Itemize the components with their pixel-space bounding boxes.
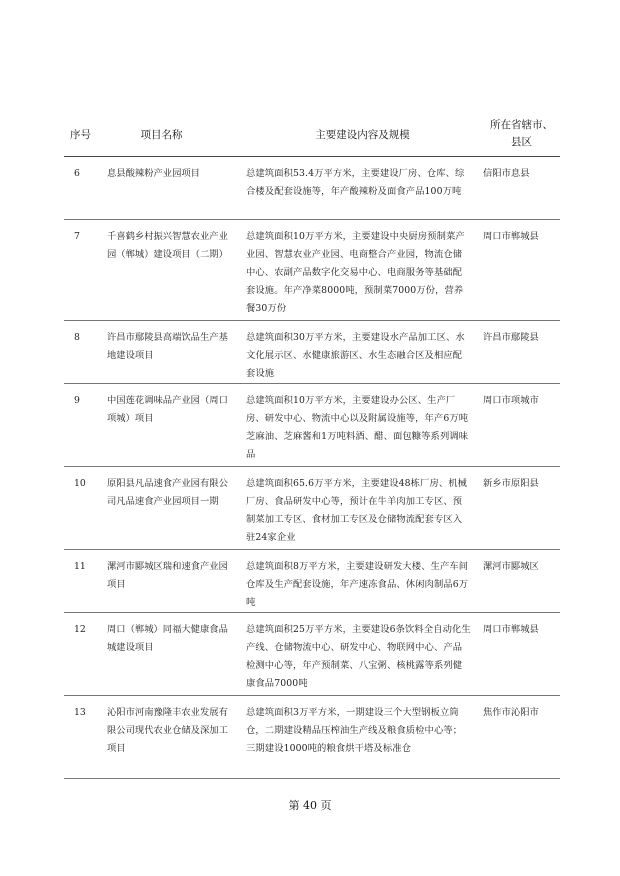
row-no: 9: [74, 395, 80, 406]
row-no: 8: [74, 332, 80, 343]
row-no: 11: [74, 561, 86, 572]
row-location: 周口市郸城县: [483, 231, 539, 242]
row-desc: 总建筑面积65.6万平方米，主要建设48栋厂房、机械厂房、食品研发中心等，预计在牛羊肉加工专区、预制菜加工专区、食材加工专区及仓储物流配套专区入驻24家企业: [246, 478, 468, 543]
row-desc: 总建筑面积10万平方米，主要建设办公区、生产厂房、研发中心、物流中心以及附属设施等，年产6万吨芝麻油、芝麻酱和1万吨料酒、醋、面包糠等系列调味品: [246, 395, 469, 460]
row-location: 漯河市郾城区: [483, 561, 539, 572]
project-table: [64, 112, 560, 779]
row-name: 漯河市郾城区瑞和速食产业园项目: [107, 561, 228, 590]
row-name: 原阳县凡品速食产业园有限公司凡品速食产业园项目一期: [107, 478, 228, 507]
row-desc: 总建筑面积25万平方米，主要建设6条饮料全自动化生产线、仓储物流中心、研发中心、物联网中心、产品检测中心等，年产预制菜、八宝粥、核桃露等系列健康食品7000吨: [246, 624, 471, 689]
table-row: [64, 467, 560, 550]
row-location: 信阳市息县: [483, 168, 530, 179]
row-name: 千喜鹤乡村振兴智慧农业产业园（郸城）建设项目（二期）: [107, 231, 228, 260]
row-name: 沁阳市河南豫隆丰农业发展有限公司现代农业仓储及深加工项目: [107, 707, 228, 754]
row-desc: 总建筑面积53.4万平方米，主要建设厂房、仓库、综合楼及配套设施等，年产酸辣粉及面食产品100万吨: [246, 168, 465, 197]
table-row: [64, 220, 560, 321]
row-no: 12: [74, 624, 86, 635]
row-location: 许昌市鄢陵县: [483, 332, 539, 343]
row-location: 周口市郸城县: [483, 624, 539, 635]
row-desc: 总建筑面积10万平方米，主要建设中央厨房预制菜产业园、智慧农业产业园、电商整合产业园，物流仓储中心、农副产品数字化交易中心、电商服务等基础配套设施。年产净菜8000吨，预制菜7000万份，营养餐30万份: [246, 231, 465, 314]
table-row: [64, 321, 560, 384]
table-header-row: [64, 112, 560, 157]
page-number: 第 40 页: [288, 799, 332, 812]
header-location: [479, 112, 560, 157]
header-location-line1: 所在省辖市、: [490, 119, 553, 131]
row-no: 7: [74, 231, 80, 242]
row-desc: 总建筑面积30万平方米，主要建设水产品加工区、水文化展示区、水健康旅游区、水生态融合区及相应配套设施: [246, 332, 465, 379]
row-name: 中国莲花调味品产业园（周口项城）项目: [107, 395, 228, 424]
row-name: 周口（郸城）同福大健康食品城建设项目: [107, 624, 228, 653]
row-location: 焦作市沁阳市: [483, 707, 539, 718]
table-row: [64, 696, 560, 779]
row-desc: 总建筑面积8万平方米，主要建设研发大楼、生产车间仓库及生产配套设施，年产速冻食品、休闲肉制品6万吨: [246, 561, 469, 608]
row-no: 13: [74, 707, 86, 718]
table-row: [64, 384, 560, 467]
row-no: 10: [74, 478, 86, 489]
row-name: 息县酸辣粉产业园项目: [107, 168, 200, 179]
header-location-line2: 县区: [511, 136, 532, 148]
header-desc: 主要建设内容及规模: [246, 112, 479, 157]
header-name: 项目名称: [107, 112, 246, 157]
row-location: 新乡市原阳县: [483, 478, 539, 489]
table-row: [64, 550, 560, 613]
row-no: 6: [74, 168, 80, 179]
table-row: [64, 157, 560, 220]
row-name: 许昌市鄢陵县高端饮品生产基地建设项目: [107, 332, 228, 361]
table-row: [64, 613, 560, 696]
header-no: 序号: [64, 112, 107, 157]
row-location: 周口市项城市: [483, 395, 539, 406]
row-desc: 总建筑面积3万平方米，一期建设三个大型钢板立筒仓，二期建设精品压榨油生产线及粮食质检中心等；三期建设1000吨的粮食烘干塔及标准仓: [246, 707, 463, 754]
